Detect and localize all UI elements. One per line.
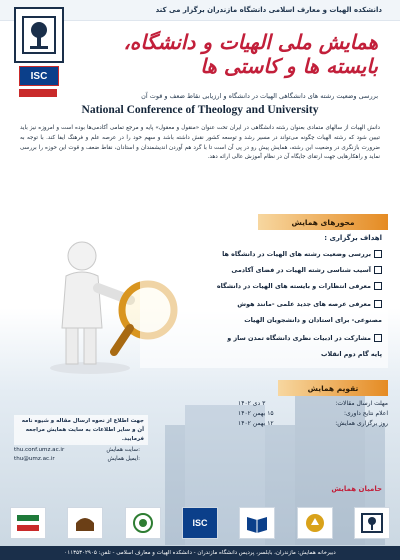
- contact-block: [14, 446, 140, 464]
- conference-subtitle-fa: بررسی وضعیت رشته های دانشگاهی الهیات در دانشگاه و ارزیابی نقاط ضعف و قوت آن: [141, 92, 378, 100]
- contact-label: سایت همایش:: [106, 447, 140, 453]
- sponsors-header: حامیان همایش: [331, 485, 382, 493]
- topic-item: مشارکت در ادبیات نظری دانشگاه تمدن ساز و: [147, 334, 382, 342]
- checkbox-icon: [374, 266, 382, 274]
- conference-title-fa: همایش ملی الهیات و دانشگاه، بایسته ها و کاستی ها: [123, 30, 378, 78]
- topic-item: بررسی وضعیت رشته های الهیات در دانشگاه ها: [147, 250, 382, 258]
- checkbox-icon: [374, 282, 382, 290]
- contact-row: [14, 455, 140, 464]
- organizer-line: دانشکده الهیات و معارف اسلامی دانشگاه مازندران برگزار می کند: [155, 6, 382, 14]
- schedule-date: ۱۵ بهمن ۱۴۰۲: [238, 410, 274, 417]
- conference-email-link[interactable]: thu@umz.ac.ir: [14, 455, 55, 462]
- schedule-date: ۳ دی ۱۴۰۲: [238, 400, 266, 407]
- contact-row: [14, 446, 140, 455]
- submission-notice: جهت اطلاع از نحوه ارسال مقاله و شیوه نامه آن و سایر اطلاعات به سایت همایش مراجعه فرمایید.: [14, 415, 148, 445]
- isc-badge: ISC: [19, 66, 59, 86]
- topics-title: اهداف برگزاری :: [324, 234, 382, 242]
- schedule-list: [238, 400, 388, 430]
- schedule-row: [238, 400, 388, 410]
- schedule-section-header: تقویم همایش: [278, 380, 388, 396]
- schedule-row: [238, 410, 388, 420]
- arrow-seal-icon: [297, 507, 333, 539]
- conference-title-en: National Conference of Theology and University: [81, 104, 319, 116]
- isc-badge-strip: [19, 89, 57, 97]
- checkbox-icon: [374, 334, 382, 342]
- topics-panel: [140, 230, 388, 368]
- schedule-row: [238, 420, 388, 430]
- schedule-label: اعلام نتایج داوری:: [343, 410, 388, 417]
- university-logo: [14, 7, 64, 63]
- topic-item: معرفی انتظارات و بایسته های الهیات در دانشگاه: [147, 282, 382, 290]
- contact-label: ایمیل همایش:: [107, 455, 140, 462]
- footer-address: دبیرخانه همایش: مازندران، بابلسر، پردیس دانشگاه مازندران - دانشکده الهیات و معارف اسلامی - تلفن: ۰۱۱۳۵۳۰۲۹۰۵: [0, 546, 400, 560]
- topics-section-header: محورهای همایش: [258, 214, 388, 230]
- topic-item: معرفی عرصه های جدید علمی -مانند هوش: [147, 300, 382, 308]
- schedule-date: ۱۲ بهمن ۱۴۰۲: [238, 420, 274, 427]
- checkbox-icon: [374, 300, 382, 308]
- schedule-label: روز برگزاری همایش:: [335, 420, 388, 427]
- book-icon: [239, 507, 275, 539]
- topic-item-continued: مصنوعی- برای استادان و دانشجویان الهیات: [244, 316, 382, 324]
- university-logo: [354, 507, 390, 539]
- topic-item: آسیب شناسی رشته الهیات در فضای آکادمی: [147, 266, 382, 274]
- schedule-label: مهلت ارسال مقالات:: [335, 400, 388, 407]
- circle-seal-icon: [125, 507, 161, 539]
- intro-paragraph: دانش الهیات از سالهای متمادی بعنوان رشته دانشگاهی در ایران تحت عنوان «منقول و معقول» پایه و مرجع تمامی آکادمی‌ها بوده است و امروزه نیز باید تبیین شود که رشته الهیات چگونه می‌تواند در مسیر رشد و توسعه کشور نقش داشته باشد و سهم خود را در عرصه علم و فرهنگ ایفا کند. با توجه به ضرورت بازنگری در وضعیت این رشته، همایش پیش رو در پی آن است تا با گرد هم آوردن اندیشمندان و استادان، نقاط ضعف و قوت این حوزه را بررسی نماید و راهکارهایی جهت ارتقای جایگاه آن در نظام آموزش عالی ارائه دهد.: [20, 125, 380, 161]
- conference-website-link[interactable]: thu.conf.umz.ac.ir: [14, 447, 65, 453]
- mosque-icon: [67, 507, 103, 539]
- topic-item-continued: پایه گام دوم انقلاب: [321, 350, 382, 358]
- sponsor-logos: [10, 506, 390, 540]
- emblem-icon: [10, 507, 46, 539]
- isc-logo: ISC: [182, 507, 218, 539]
- checkbox-icon: [374, 250, 382, 258]
